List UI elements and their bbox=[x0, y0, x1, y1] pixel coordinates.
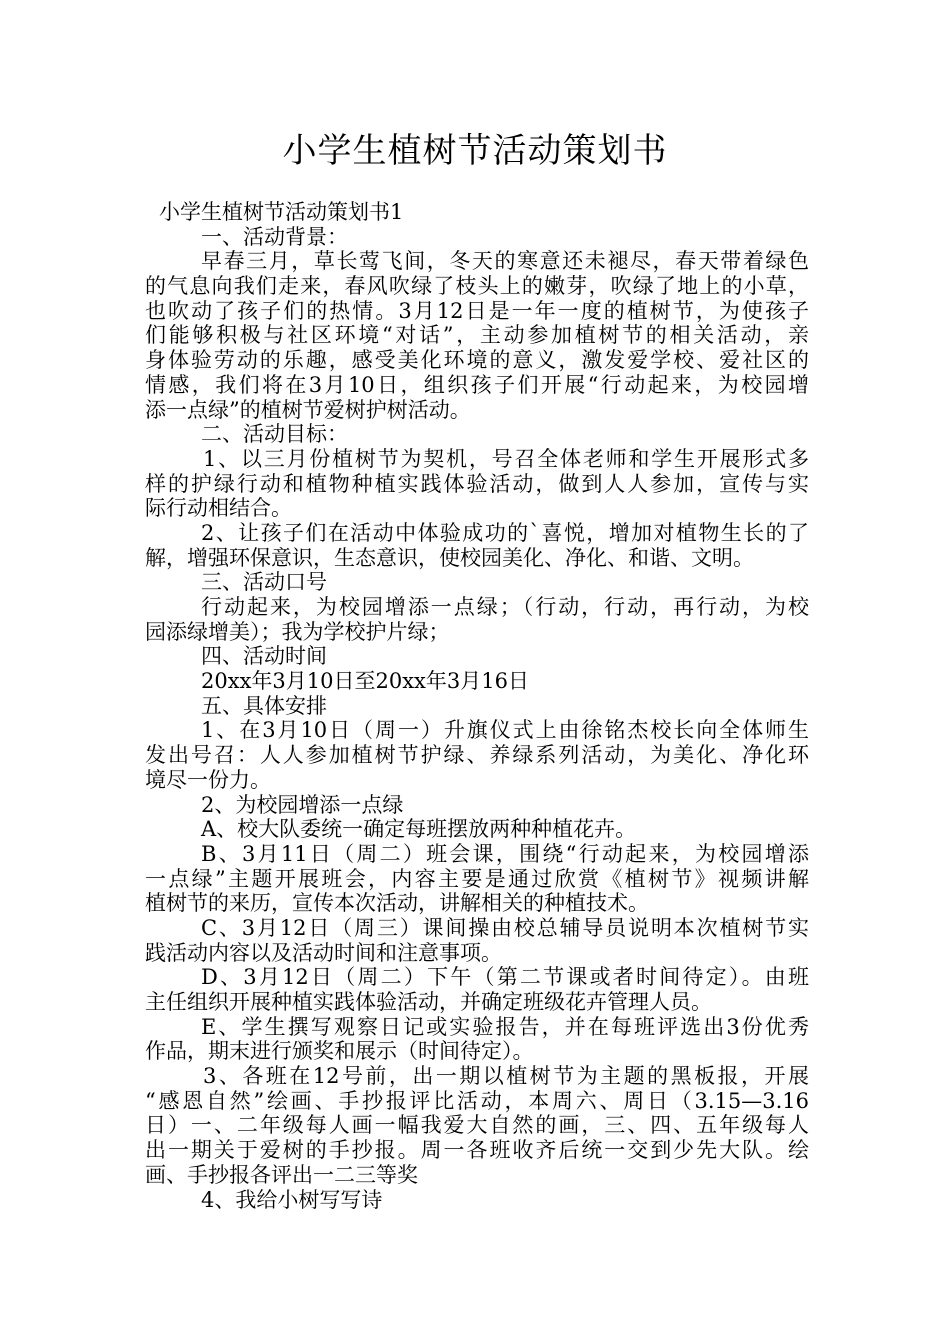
paragraph-line: 园添绿增美）；我为学校护片绿； bbox=[145, 619, 450, 644]
paragraph-line: 2、让孩子们在活动中体验成功的`喜悦，增加对植物生长的了 bbox=[201, 520, 809, 545]
paragraph-line: A、校大队委统一确定每班摆放两种种植花卉。 bbox=[201, 817, 637, 842]
paragraph-line: D、3月12日（周二）下午（第二节课或者时间待定）。由班 bbox=[201, 965, 809, 990]
paragraph-line: 2、为校园增添一点绿 bbox=[201, 792, 404, 817]
paragraph-line: 情感，我们将在3月10日，组织孩子们开展“行动起来，为校园增 bbox=[145, 372, 809, 397]
paragraph-line: 们能够积极与社区环境“对话”，主动参加植树节的相关活动，亲 bbox=[145, 323, 809, 348]
paragraph-line: 行动起来，为校园增添一点绿；（行动，行动，再行动，为校 bbox=[201, 595, 809, 619]
paragraph-line: 样的护绿行动和植物种植实践体验活动，做到人人参加，宣传与实 bbox=[145, 471, 809, 496]
document-title: 小学生植树节活动策划书 bbox=[282, 131, 668, 171]
paragraph-line: “感恩自然”绘画、手抄报评比活动，本周六、周日（3.15—3.16 bbox=[145, 1088, 809, 1113]
paragraph-line: 20xx年3月10日至20xx年3月16日 bbox=[201, 669, 529, 694]
paragraph-line: 境尽一份力。 bbox=[145, 767, 271, 792]
subsection-heading: 二、活动目标： bbox=[201, 422, 348, 447]
document-body bbox=[145, 200, 809, 1212]
paragraph-line: 践活动内容以及活动时间和注意事项。 bbox=[145, 940, 502, 965]
paragraph-line: 也吹动了孩子们的热情。3月12日是一年一度的植树节，为使孩子 bbox=[145, 298, 809, 323]
section-heading: 小学生植树节活动策划书1 bbox=[159, 200, 404, 224]
paragraph-line: 际行动相结合。 bbox=[145, 496, 292, 521]
paragraph-line: 早春三月，草长莺飞间，冬天的寒意还未褪尽，春天带着绿色 bbox=[201, 249, 809, 274]
subsection-heading: 四、活动时间 bbox=[201, 644, 327, 669]
paragraph-line: 植树节的来历，宣传本次活动，讲解相关的种植技术。 bbox=[145, 891, 649, 916]
paragraph-line: 出一期关于爱树的手抄报。周一各班收齐后统一交到少先大队。绘 bbox=[145, 1138, 809, 1163]
paragraph-line: 1、在3月10日（周一）升旗仪式上由徐铭杰校长向全体师生 bbox=[201, 718, 809, 743]
paragraph-line: 解，增强环保意识，生态意识，使校园美化、净化、和谐、文明。 bbox=[145, 545, 754, 570]
paragraph-line: 主任组织开展种植实践体验活动，并确定班级花卉管理人员。 bbox=[145, 990, 712, 1014]
paragraph-line: 一点绿”主题开展班会，内容主要是通过欣赏《植树节》视频讲解 bbox=[145, 866, 809, 891]
subsection-heading: 五、具体安排 bbox=[201, 693, 327, 718]
paragraph-line: 身体验劳动的乐趣，感受美化环境的意义，激发爱学校、爱社区的 bbox=[145, 348, 809, 373]
paragraph-line: C、3月12日（周三）课间操由校总辅导员说明本次植树节实 bbox=[201, 915, 809, 940]
paragraph-line: 1、以三月份植树节为契机，号召全体老师和学生开展形式多 bbox=[203, 446, 809, 471]
paragraph-line: 添一点绿”的植树节爱树护树活动。 bbox=[145, 397, 471, 422]
paragraph-line: 发出号召：人人参加植树节护绿、养绿系列活动，为美化、净化环 bbox=[145, 743, 809, 768]
paragraph-line: 画、手抄报各评出一二三等奖 bbox=[145, 1162, 418, 1187]
paragraph-line: 3、各班在12号前，出一期以植树节为主题的黑板报，开展 bbox=[203, 1064, 809, 1089]
subsection-heading: 一、活动背景： bbox=[201, 224, 348, 249]
paragraph-line: 的气息向我们走来，春风吹绿了枝头上的嫩芽，吹绿了地上的小草， bbox=[145, 274, 809, 299]
subsection-heading: 三、活动口号 bbox=[201, 570, 327, 595]
paragraph-line: 作品，期末进行颁奖和展示（时间待定）。 bbox=[145, 1039, 534, 1064]
paragraph-line: 日）一、二年级每人画一幅我爱大自然的画，三、四、五年级每人 bbox=[145, 1113, 809, 1138]
paragraph-line: 4、我给小树写写诗 bbox=[201, 1187, 383, 1212]
paragraph-line: B、3月11日（周二）班会课，围绕“行动起来，为校园增添 bbox=[201, 841, 809, 866]
paragraph-line: E、学生撰写观察日记或实验报告，并在每班评选出3份优秀 bbox=[201, 1014, 809, 1039]
